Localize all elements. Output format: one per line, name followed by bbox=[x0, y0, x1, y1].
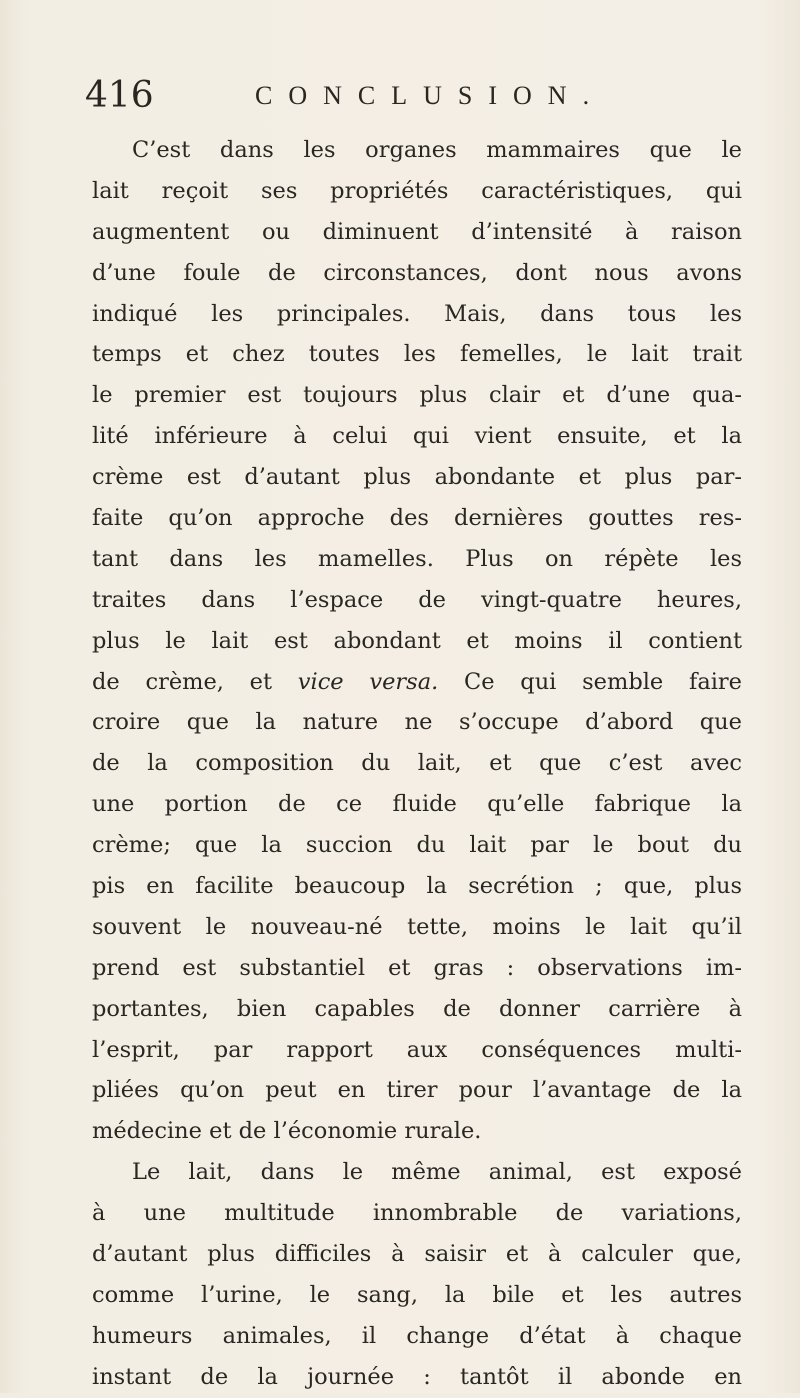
paragraph-2 bbox=[92, 1152, 742, 1397]
text-line: lité inférieure à celui qui vient ensuite, et la bbox=[92, 423, 742, 450]
text-line: indiqué les principales. Mais, dans tous les bbox=[92, 300, 742, 327]
text-line: croire que la nature ne s’occupe d’abord que bbox=[92, 709, 742, 736]
text-line: portantes, bien capables de donner carrière à bbox=[92, 995, 742, 1022]
text-line: le premier est toujours plus clair et d’une qua- bbox=[92, 382, 742, 409]
text-line: pliées qu’on peut en tirer pour l’avantage de la bbox=[92, 1077, 742, 1104]
text-line: Le lait, dans le même animal, est exposé bbox=[132, 1159, 742, 1186]
text-line: médecine et de l’économie rurale. bbox=[92, 1118, 482, 1145]
text-line: une portion de ce fluide qu’elle fabrique la bbox=[92, 791, 742, 818]
page-number: 416 bbox=[85, 75, 154, 116]
text-segment: Ce qui semble faire bbox=[464, 668, 742, 695]
italic-phrase: vice versa. bbox=[297, 668, 439, 695]
text-line: comme l’urine, le sang, la bile et les autres bbox=[92, 1281, 742, 1308]
text-line: de la composition du lait, et que c’est avec bbox=[92, 750, 742, 777]
text-line: crème est d’autant plus abondante et plus par- bbox=[92, 464, 742, 491]
text-line: d’une foule de circonstances, dont nous avons bbox=[92, 259, 742, 286]
text-line: prend est substantiel et gras : observations im- bbox=[92, 954, 742, 981]
body-text bbox=[92, 130, 742, 1398]
page-header bbox=[0, 66, 800, 126]
text-line: augmentent ou diminuent d’intensité à raison bbox=[92, 218, 742, 245]
text-line: crème; que la succion du lait par le bout du bbox=[92, 832, 742, 859]
text-line: plus le lait est abondant et moins il contient bbox=[92, 627, 742, 654]
text-line: à une multitude innombrable de variations, bbox=[92, 1200, 742, 1227]
text-line: d’autant plus difficiles à saisir et à calculer que, bbox=[92, 1241, 742, 1268]
text-line: l’esprit, par rapport aux conséquences multi- bbox=[92, 1036, 742, 1063]
text-line: faite qu’on approche des dernières gouttes res- bbox=[92, 505, 742, 532]
text-line: traites dans l’espace de vingt-quatre heures, bbox=[92, 586, 742, 613]
text-line: temps et chez toutes les femelles, le lait trait bbox=[92, 341, 742, 368]
text-line: souvent le nouveau-né tette, moins le lait qu’il bbox=[92, 913, 742, 940]
text-line: instant de la journée : tantôt il abonde en bbox=[92, 1363, 742, 1390]
text-line: pis en facilite beaucoup la secrétion ; que, plus bbox=[92, 873, 742, 900]
text-line: C’est dans les organes mammaires que le bbox=[132, 137, 742, 163]
text-line: tant dans les mamelles. Plus on répète les bbox=[92, 545, 742, 572]
text-line-mixed bbox=[92, 662, 742, 703]
running-head: CONCLUSION. bbox=[255, 81, 606, 110]
text-line: humeurs animales, il change d’état à chaque bbox=[92, 1322, 742, 1349]
paragraph-1 bbox=[92, 130, 742, 1152]
text-segment: de crème, et bbox=[92, 668, 273, 695]
text-line: lait reçoit ses propriétés caractéristiques, qui bbox=[92, 177, 742, 204]
